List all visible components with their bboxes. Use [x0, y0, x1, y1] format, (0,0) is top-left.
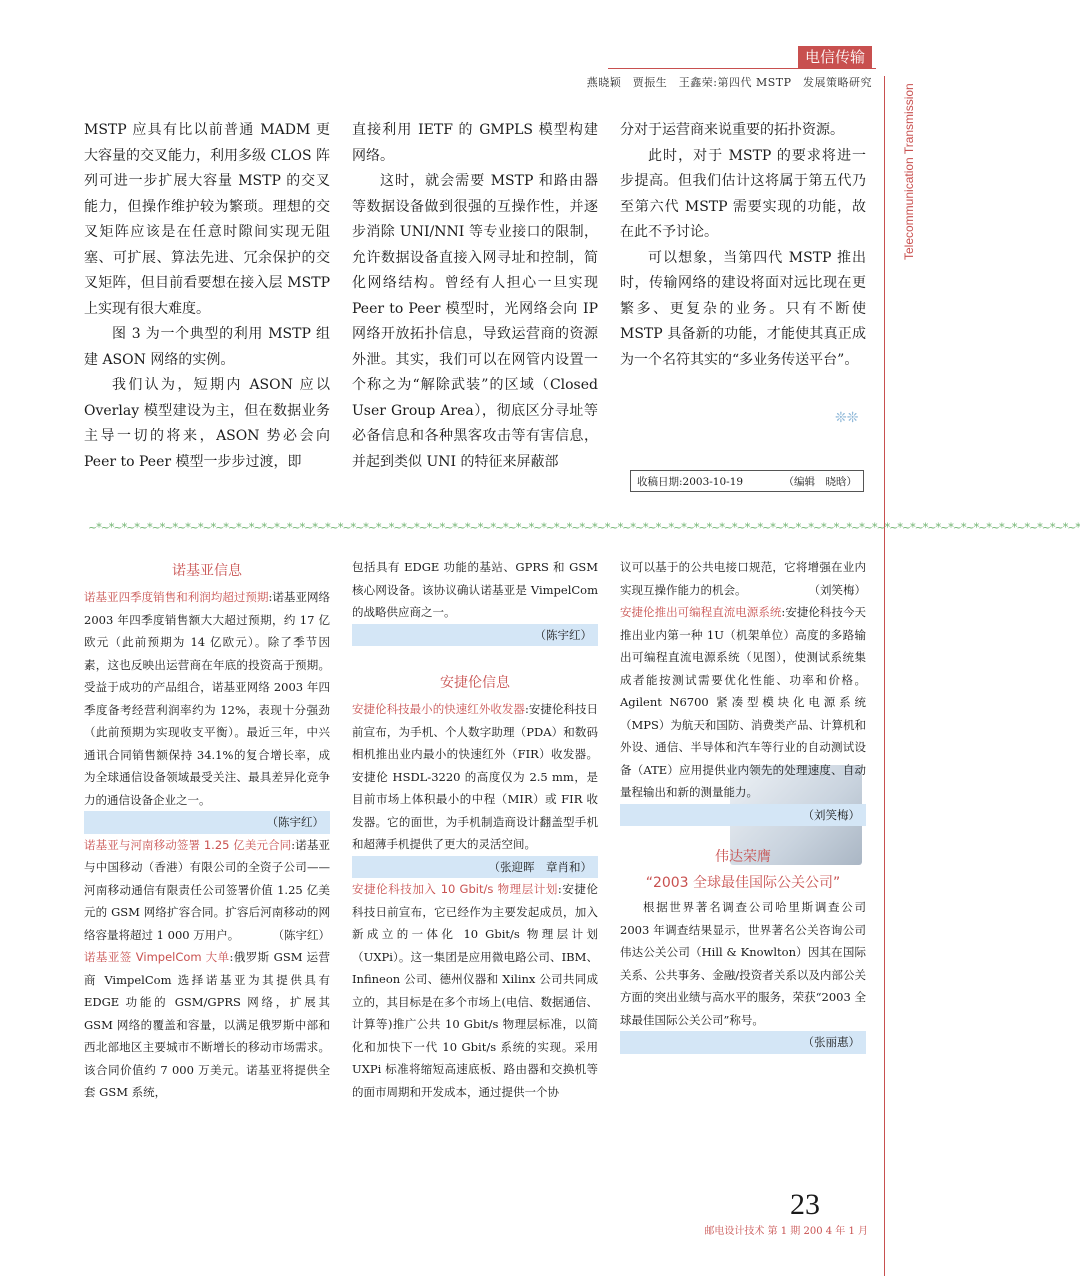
- hk-section-subtitle: “2003 全球最佳国际公关公司”: [645, 875, 841, 891]
- news-headline: 诺基亚与河南移动签署 1.25 亿美元合同: [84, 837, 292, 852]
- news-headline: 诺基亚四季度销售和利润均超过预期: [84, 590, 269, 604]
- news-body: :安捷伦科技日前宣布，它已经作为主要发起成员，加入新成立的一体化 10 Gbit/s 物理层计划（UXPi）。这一集团是应用微电路公司、IBM、Infineon 公司、德州仪器和 Xilinx 公司共同成立的，其目标是在多个市场上(电信、数据通信、计算等)推广公共 10 Gbit/s 物理层标准，以简化和加快下一代 10 Gbit/s 系统的实现。采用 UXPi 标准将缩短高速底板、路由器和交换机等的面市周期和开发成本，通过提供一个协: [352, 882, 599, 1099]
- news-author: （刘笑梅）: [620, 804, 866, 827]
- news-author: （陈宇红）: [352, 624, 598, 647]
- margin-rule: [884, 76, 885, 1276]
- news-headline: 安捷伦推出可编程直流电源系统: [620, 605, 782, 619]
- news-author: （张丽惠）: [620, 1031, 866, 1054]
- paragraph: 我们认为，短期内 ASON 应以 Overlay 模型建设为主，但在数据业务主导一切的将来，ASON 势必会向 Peer to Peer 模型一步步过渡，即: [84, 377, 330, 470]
- news-author: （陈宇红）: [84, 811, 330, 834]
- news-item: [84, 946, 330, 1104]
- paragraph: 图 3 为一个典型的利用 MSTP 组建 ASON 网络的实例。: [84, 326, 330, 368]
- decorative-divider: ~*~*~*~*~*~*~*~*~*~*~*~*~*~*~*~*~*~*~*~*~*~*~*~*~*~*~*~*~*~*~*~*~*~*~*~*~*~*~*~*~*~*~*~*~*~*~*~*~*~*~*~*~*~*~*~*~*~*~*~*~*~*~*~*~*~*~*~*~*~*~*~*~*~*~*~*~*~*: [88, 521, 1080, 534]
- editor-note: （编辑 晓晗）: [783, 476, 857, 488]
- news-col-2: [352, 556, 598, 1103]
- article-col-2: [352, 118, 598, 475]
- hk-section-title: 伟达荣膺: [715, 849, 771, 865]
- news-body-cont: 包括具有 EDGE 功能的基站、GPRS 和 GSM 核心网设备。该协议确认诺基亚是 VimpelCom 的战略供应商之一。: [352, 560, 598, 619]
- article-col-3: [620, 118, 866, 373]
- news-author: （张迎晖 章肖和）: [352, 856, 598, 879]
- news-headline: 安捷伦科技加入 10 Gbit/s 物理层计划: [352, 882, 558, 896]
- side-label-text: Telecommunication Transmission: [902, 83, 916, 260]
- news-headline: 安捷伦科技最小的快速红外收发器: [352, 702, 525, 716]
- article-col-1: [84, 118, 330, 475]
- nokia-section-title: 诺基亚信息: [172, 563, 242, 579]
- news-item: [620, 601, 866, 804]
- news-item: [84, 586, 330, 811]
- news-item: [352, 698, 598, 856]
- news-body: :安捷伦科技日前宣布，为手机、个人数字助理（PDA）和数码相机推出业内最小的快速红外（FIR）收发器。安捷伦 HSDL-3220 的高度仅为 2.5 mm，是目前市场上体积最小的中程（MIR）或 FIR 收发器。它的面世，为手机制造商设计翻盖型手机和超薄手机提供了更大的灵活空间。: [352, 702, 599, 851]
- news-item: [352, 878, 598, 1103]
- paragraph: 可以想象，当第四代 MSTP 推出时，传输网络的建设将面对远比现在更繁多、更复杂的业务。只有不断使 MSTP 具备新的功能，才能使其真正成为一个名符其实的“多业务传送平台”。: [620, 249, 866, 368]
- news-item: [84, 834, 330, 947]
- news-body: 根据世界著名调查公司哈里斯调查公司 2003 年调查结果显示，世界著名公关咨询公司伟达公关公司（Hill & Knowlton）因其在国际关系、公共事务、金融/投资者关系以及内部公关方面的突出业绩与高水平的服务，荣获“2003 全球最佳国际公关公司”称号。: [620, 900, 866, 1027]
- ornament-icon: ❊❊: [835, 410, 859, 426]
- news-col-3: [620, 556, 866, 1054]
- news-headline: 诺基亚签 VimpelCom 大单: [84, 950, 230, 964]
- paragraph: MSTP 应具有比以前普通 MADM 更大容量的交叉能力，利用多级 CLOS 阵列可进一步扩展大容量 MSTP 的交叉能力，但操作维护较为繁琐。理想的交叉矩阵应该是在任意时隙间实现无阻塞、可扩展、算法先进、冗余保护的交叉矩阵，但目前看要想在接入层 MSTP 上实现有很大难度。: [84, 122, 330, 317]
- header-rule: [608, 68, 876, 69]
- news-author: （陈宇红）: [272, 927, 330, 942]
- received-date: 收稿日期:2003-10-19: [637, 476, 744, 488]
- news-body: :安捷伦科技今天推出业内第一种 1U（机架单位）高度的多路输出可编程直流电源系统（见图），使测试系统集成者能按测试需要优化性能、功率和价格。Agilent N6700 紧凑型模块化电源系统（MPS）为航天和国防、消费类产品、计算机和外设、通信、半导体和汽车等行业的自动测试设备（ATE）应用提供业内领先的处理速度、自动量程输出和新的测量能力。: [620, 605, 867, 799]
- paragraph: 直接利用 IETF 的 GMPLS 模型构建网络。: [352, 122, 598, 164]
- paragraph: 此时，对于 MSTP 的要求将进一步提高。但我们估计这将属于第五代乃至第六代 MSTP 需要实现的功能，故在此不予讨论。: [620, 147, 866, 240]
- received-date-box: [630, 470, 864, 492]
- news-col-1: [84, 556, 330, 1104]
- news-body: :俄罗斯 GSM 运营商 VimpelCom 选择诺基亚为其提供具有 EDGE 功能的 GSM/GPRS 网络，扩展其 GSM 网络的覆盖和容量，以满足俄罗斯中部和西北部地区主要城市不断增长的移动市场需求。该合同价值约 7 000 万美元。诺基亚将提供全套 GSM 系统，: [84, 950, 330, 1099]
- running-header: 燕晓颖 贾振生 王鑫荣:第四代 MSTP 发展策略研究: [586, 76, 872, 89]
- news-body: :诺基亚网络 2003 年四季度销售额大大超过预期，约 17 亿欧元（此前预期为 14 亿欧元）。除了季节因素，这也反映出运营商在年底的投资高于预期。受益于成功的产品组合，诺基亚网络 2003 年四季度备考经营利润率约为 12%，表现十分强劲（此前预期为实现收支平衡）。最近三年，中兴通讯合同销售额保持 34.1%的复合增长率，成为全球通信设备领域最受关注、最具差异化竞争力的通信设备企业之一。: [84, 590, 331, 807]
- paragraph: 这时，就会需要 MSTP 和路由器等数据设备做到很强的互操作性，并逐步消除 UNI/NNI 等专业接口的限制，允许数据设备直接入网寻址和控制，简化网络结构。曾经有人担心一旦实现 Peer to Peer 模型时，光网络会向 IP 网络开放拓扑信息，导致运营商的资源外泄。其实，我们可以在网管内设置一个称之为“解除武装”的区域（Closed User Group Area），彻底区分寻址等必备信息和各种黑客攻击等有害信息，并起到类似 UNI 的特征来屏蔽部: [352, 173, 598, 470]
- news-body-cont: 议可以基于的公共电接口规范，它将增强在业内实现互操作能力的机会。 （刘笑梅）: [620, 556, 866, 601]
- page-number: 23: [790, 1188, 820, 1221]
- news-body: :诺基亚与中国移动（香港）有限公司的全资子公司——河南移动通信有限责任公司签署价值 1.25 亿美元的 GSM 网络扩容合同。扩容后河南移动的网络容量将超过 1 000 万用户。: [84, 837, 331, 942]
- news-author: （刘笑梅）: [808, 582, 866, 597]
- side-label: [900, 70, 920, 290]
- journal-footer: 邮电设计技术 第 1 期 200 4 年 1 月: [704, 1226, 868, 1237]
- agilent-section-title: 安捷伦信息: [440, 675, 510, 691]
- paragraph: 分对于运营商来说重要的拓扑资源。: [620, 122, 844, 138]
- section-tag: 电信传输: [798, 46, 872, 68]
